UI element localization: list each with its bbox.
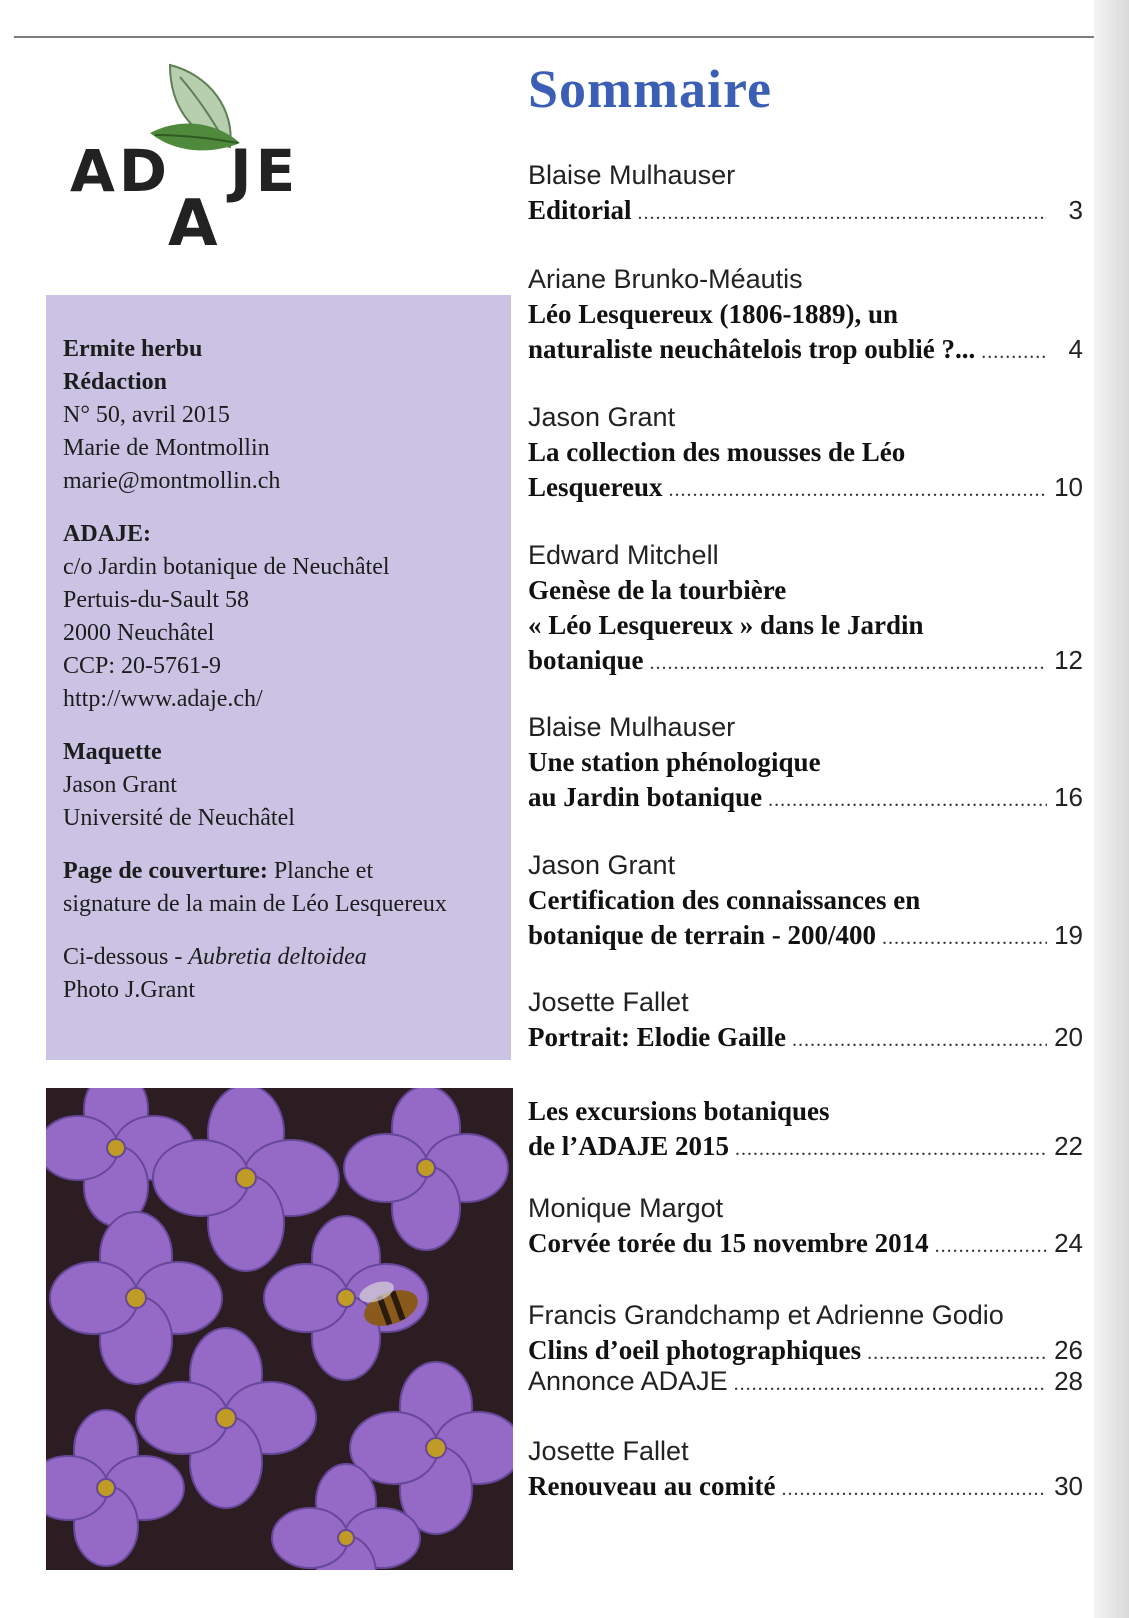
toc-entry-row[interactable] [528,1471,1083,1502]
toc-title-line: Corvée torée du 15 novembre 2014 [528,1228,929,1258]
species-name: Aubretia deltoidea [188,944,367,970]
toc-title-line: Les excursions botaniques [528,1096,830,1126]
toc-title-line: Certification des connaissances en [528,885,921,915]
cover-text: signature de la main de Léo Lesquereux [63,891,447,917]
page-number: 24 [1054,1228,1083,1258]
toc-title-line: Une station phénologique [528,747,821,777]
dot-leader [638,202,1047,225]
publication-title: Ermite herbu [63,336,203,362]
page-number: 26 [1054,1335,1083,1365]
toc-title-line: Léo Lesquereux (1806-1889), un [528,299,899,329]
logo-text-center: A [168,187,222,261]
page-number: 4 [1068,334,1083,364]
top-rule [14,36,1114,38]
toc-title-line: Portrait: Elodie Gaille [528,1022,786,1052]
dot-leader [781,1478,1047,1501]
page-title: Sommaire [528,59,772,119]
toc-entry-row[interactable] [528,645,1083,676]
toc-entry-row[interactable] [528,1366,1083,1397]
photo-credit: Photo J.Grant [63,977,195,1003]
toc-title-line: botanique de terrain - 200/400 [528,920,876,950]
caption-label: Ci-dessous - [63,944,189,970]
page-number: 3 [1068,195,1083,225]
toc-title-line: « Léo Lesquereux » dans le Jardin [528,610,924,640]
logo-text-left: AD [70,137,172,205]
cover-block [63,855,503,921]
maquette-name: Jason Grant [63,772,177,798]
editor-email[interactable]: marie@montmollin.ch [63,468,281,494]
page-number: 22 [1054,1131,1083,1161]
website-link[interactable]: http://www.adaje.ch/ [63,686,263,712]
info-box [46,295,511,1060]
page-number: 28 [1054,1366,1083,1396]
page-number: 19 [1054,920,1083,950]
toc-title-line: botanique [528,645,644,675]
toc-entry-row[interactable] [528,1335,1083,1366]
dot-leader [669,479,1047,502]
toc-entry-row[interactable] [528,195,1083,226]
toc-title-line: naturaliste neuchâtelois trop oublié ?... [528,334,976,364]
toc-entry-row[interactable] [528,1022,1083,1053]
maquette-affiliation: Université de Neuchâtel [63,805,295,831]
editor-name: Marie de Montmollin [63,435,270,461]
toc-author: Edward Mitchell [528,540,719,570]
toc-author: Blaise Mulhauser [528,712,736,742]
toc-author: Jason Grant [528,850,676,880]
dot-leader [981,341,1047,364]
flower-image [46,1088,513,1570]
dot-leader [768,789,1047,812]
toc-entry-row[interactable] [528,1131,1083,1162]
maquette-block [63,736,503,835]
address-line: c/o Jardin botanique de Neuchâtel [63,554,390,580]
dot-leader [650,652,1047,675]
address-line: Pertuis-du-Sault 58 [63,587,249,613]
toc-author: Monique Margot [528,1193,724,1223]
redaction-heading: Rédaction [63,369,167,395]
toc-author: Jason Grant [528,402,676,432]
issue-number: N° 50, avril 2015 [63,402,230,428]
address-line: 2000 Neuchâtel [63,620,215,646]
dot-leader [935,1235,1047,1258]
dot-leader [867,1342,1047,1365]
cover-heading: Page de couverture: [63,858,268,884]
toc-title-line: Editorial [528,195,632,225]
redaction-block [63,333,503,498]
adaje-address-block [63,518,503,716]
toc-entry-row[interactable] [528,1228,1083,1259]
toc-entry-row[interactable] [528,920,1083,951]
adaje-heading: ADAJE: [63,521,151,547]
page-number: 20 [1054,1022,1083,1052]
page-number: 10 [1054,472,1083,502]
adaje-logo [70,55,370,265]
toc-author: Josette Fallet [528,1436,689,1466]
dot-leader [734,1373,1047,1396]
dot-leader [735,1138,1047,1161]
toc-title-line: Renouveau au comité [528,1471,776,1501]
page-number: 16 [1054,782,1083,812]
toc-entry-row[interactable] [528,782,1083,813]
cover-text: Planche et [267,858,374,884]
flower-photo [46,1088,513,1570]
toc-title-line: Lesquereux [528,472,663,502]
maquette-heading: Maquette [63,739,162,765]
toc-title-line: La collection des mousses de Léo [528,437,906,467]
toc-entry-row[interactable] [528,334,1083,365]
toc-title-line: au Jardin botanique [528,782,763,812]
page-number: 30 [1054,1471,1083,1501]
toc-author: Francis Grandchamp et Adrienne Godio [528,1300,1004,1330]
toc-title-line: de l’ADAJE 2015 [528,1131,729,1161]
page-number: 12 [1054,645,1083,675]
toc-author: Ariane Brunko-Méautis [528,264,803,294]
dot-leader [792,1029,1047,1052]
toc-author: Blaise Mulhauser [528,160,736,190]
page-edge-shadow [1094,0,1129,1618]
toc-title-line: Clins d’oeil photographiques [528,1335,862,1365]
toc-author: Josette Fallet [528,987,689,1017]
toc-title-line: Annonce ADAJE [528,1366,728,1396]
dot-leader [882,927,1047,950]
toc-title-line: Genèse de la tourbière [528,575,787,605]
photo-caption [63,941,503,1007]
toc-entry-row[interactable] [528,472,1083,503]
ccp-number: CCP: 20-5761-9 [63,653,222,679]
logo-text-right: JE [230,137,300,205]
